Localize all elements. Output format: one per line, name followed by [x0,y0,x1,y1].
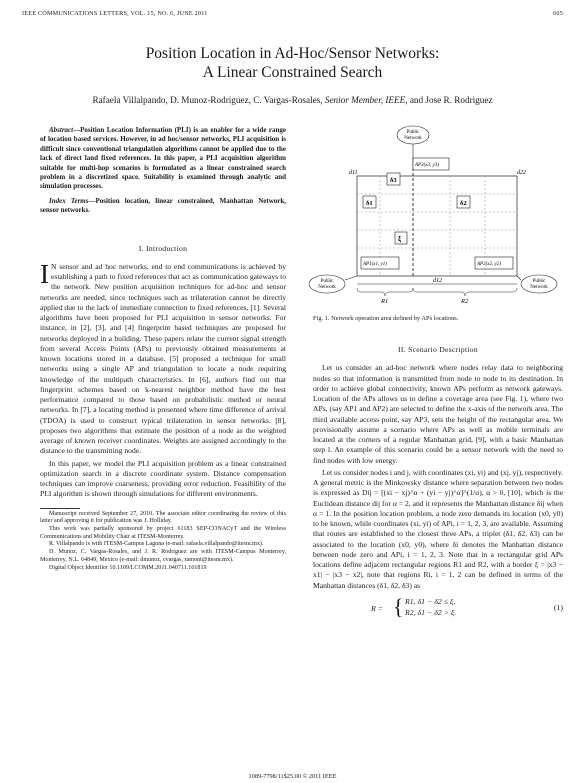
equation-lhs: R = [371,603,383,613]
journal-header: IEEE COMMUNICATIONS LETTERS, VOL. 15, NO. 6, JUNE 2011 [22,10,208,17]
footnote-received: Manuscript received September 27, 2010. The associate editor coordinating the review of this letter and approving it for publication was J. Holliday. [40,510,286,525]
label-d11: d11 [349,170,358,176]
label-ap2: AP2(x2, y2) [477,262,501,267]
label-r1: R1 [381,298,389,305]
author-list [0,95,585,105]
section-2-paragraph-1: Let us consider an ad-hoc network where nodes relay data to neighboring nodes so that information is transmitted from node to node to its destination. In order to achieve global connectivity, known APs perform as network gateways. Location of the APs allows us to define a coverage area (see Fig. 1), where two APs, (say AP1 and AP2) are selected to define the x-axis of the network area. The third available access point, say AP3, sets the height of the rectangular area. We provisionally assume a scenario where APs as well as mobile terminals are located at the corners of a regular Manhattan grid, [9], with a basic Manhattan step l. An example of this scenario could be a sensor network with the need to find nodes with low energy. [313,363,563,465]
footnote-author-1: R. Villalpando is with ITESM-Campus Laguna (e-mail: rafaela.villalpando@itesm.mx). [49,541,264,548]
authors-end: and Jose R. Rodriguez [409,95,493,105]
index-terms [40,197,286,216]
section-1-paragraph-1-text: N sensor and ad hoc networks, end to end communications is achieved by establishing a path to fixed references that act as communication gateways to the network. New position acquisition techniques for ad-hoc and sensor networks are needed, since techniques such as trilateration cannot be directly applied due to the lack of immediate connection to fixed references, [1]. Several algorithms have been proposed for PLI acquisition in sensor networks. For instance, in [2], [3], and [4] fingerprint based techniques are proposed for networks deployed in a building. These papers relate the current signal strength from several Access Points (APs) to previously obtained measurements at known locations stored in a database. [5] proposed a technique for small networks using a single AP and triangulation to locate a node requiring knowledge of the multipath characteristics. In [6], authors find out that fingerprint schemes based on k-nearest neighbor method have the best performance compared to those based on probabilistic method or neural networks. In [7], a locating method is presented where time difference of arrival (TDOA) is used to construct typical trilateration in sensor networks. [8], proposes two algorithms that estimate the position of a node as the weighted average of known receiver coordinates. Weights are assigned accordingly to the distance to the transmitting node. [40,261,286,456]
footnote-sponsor: This work was partially sponsored by project 61183 SEP-CONACyT and the Wireless Communications and Mobility Chair at ITESM-Monterrey. [40,526,286,540]
index-terms-label: Index Terms [49,196,89,205]
label-r2: R2 [461,298,469,305]
label-delta2: δ2 [460,200,467,207]
section-1-paragraph-1 [40,258,286,457]
figure-caption: Fig. 1. Network operation area defined by APs locations. [313,315,459,322]
right-column [313,345,563,621]
cloud-right-icon [521,275,557,293]
drop-cap: I [40,258,49,289]
footnote-author-2: D. Munoz, C. Vargas-Rosales, and J. R. Rodriguez are with ITESM-Campus Monterrey, Monterrey, N.L. 64849, Mexico (e-mail: dmunoz, cvargas, ramont@itesm.mx). [40,549,286,563]
label-d12: d12 [433,278,442,284]
cloud-left-label-2: Network [318,285,336,290]
abstract-text: —Position Location Information (PLI) is an enabler for a wide range of location based services. However, in ad hoc/sensor networks, PLI acquisition is difficult since conventional triangulation algorithms cannot be applied due to the lack of direct land fixed references. In this paper, a PLI acquisition algorithm suitable for multi-hop scenarios is formulated as a linear constrained search problem in a discretized space. Suitability is examined through analytic and simulation processes. [40,126,286,191]
label-delta1: δ1 [366,200,373,207]
title-line-2: A Linear Constrained Search [202,64,383,81]
index-terms-text: —Position location, linear constrained, Manhattan Network, sensor networks. [40,196,287,215]
footnotes [40,511,286,573]
footnote-doi: Digital Object Identifier 10.1109/LCOMM.2011.040711.101819 [49,564,207,571]
abstract-label: Abstract [49,126,74,134]
cloud-top-icon [397,126,429,144]
equation-brace: { [393,593,404,619]
footnote-rule [40,508,80,509]
copyright-notice: 1089-7798/11$25.00 © 2011 IEEE [248,773,337,780]
label-ap3: AP3(x3, y3) [415,163,439,168]
cloud-right-label-1: Public [532,279,546,284]
equation-row-2: R2, δ1 − δ2 > ξ. [405,607,457,617]
cloud-top-label-2: Network [404,136,422,141]
cloud-right-label-2: Network [530,285,548,290]
section-2-paragraph-2: Let us consider nodes i and j, with coordinates (xi, yi) and (xj, yj), respectively. A general metric is the Minkowsky distance where separation between two nodes is expressed as Dij = [(xi − xj)^α + (yi − yj)^α]^(1/α), α > 0, [10], which is the Euclidean distance dij for α = 2, and it represents the Manhattan distance δij when α = 1. In the position location problem, a node zero demands its location (x0, y0) to be known, while coordinates (xi, yi) of APi, i = 1, 2, 3, are available. Assuming that routes are established to the closest three APs, a triplet (δ1, δ2, δ3) can be associated to the location (x0, y0), where δi denotes the Manhattan distance between node zero and APi, i = 1, 2, 3. Note that in a rectangular grid APs locations define adjacent rectangular regions R1 and R2, with a border ξ = |x3 − x1| − |x3 − x2|, note that regions Ri, i = 1, 2 can be defined in terms of the Manhattan distances (δ1, δ2, δ3) as [313,467,563,590]
label-delta3: δ3 [390,177,397,184]
authors-main: Rafaela Villalpando, D. Munoz-Rodriguez, C. Vargas-Rosales, [92,95,323,105]
cloud-left-icon [309,275,345,293]
abstract [40,126,286,192]
network-figure [305,124,560,306]
label-xi: ξ [398,235,402,243]
section-1-paragraph-2: In this paper, we model the PLI acquisition problem as a linear constrained optimization search in a discrete coordinate system. Distance compensation techniques can improve coarseness, providing error reduction. Feasibility of the PLI algorithm is shown through simulations for different environments. [40,458,286,499]
cloud-left-label-1: Public [320,279,334,284]
equation-1 [313,593,563,621]
cloud-top-label-1: Public [406,130,420,135]
equation-number: (1) [553,602,563,612]
equation-row-1: R1, δ1 − δ2 ≤ ξ, [405,596,456,606]
authors-membership: Senior Member, IEEE, [324,95,408,105]
section-1-heading: I. Introduction [138,243,188,253]
left-column [40,126,286,572]
title-line-1: Position Location in Ad-Hoc/Sensor Networks: [145,45,440,62]
page-number: 605 [553,10,563,17]
paper-title [0,44,585,82]
label-ap1: AP1(x1, y1) [363,262,387,267]
section-2-heading: II. Scenario Description [398,345,478,354]
label-d22: d22 [517,170,526,176]
